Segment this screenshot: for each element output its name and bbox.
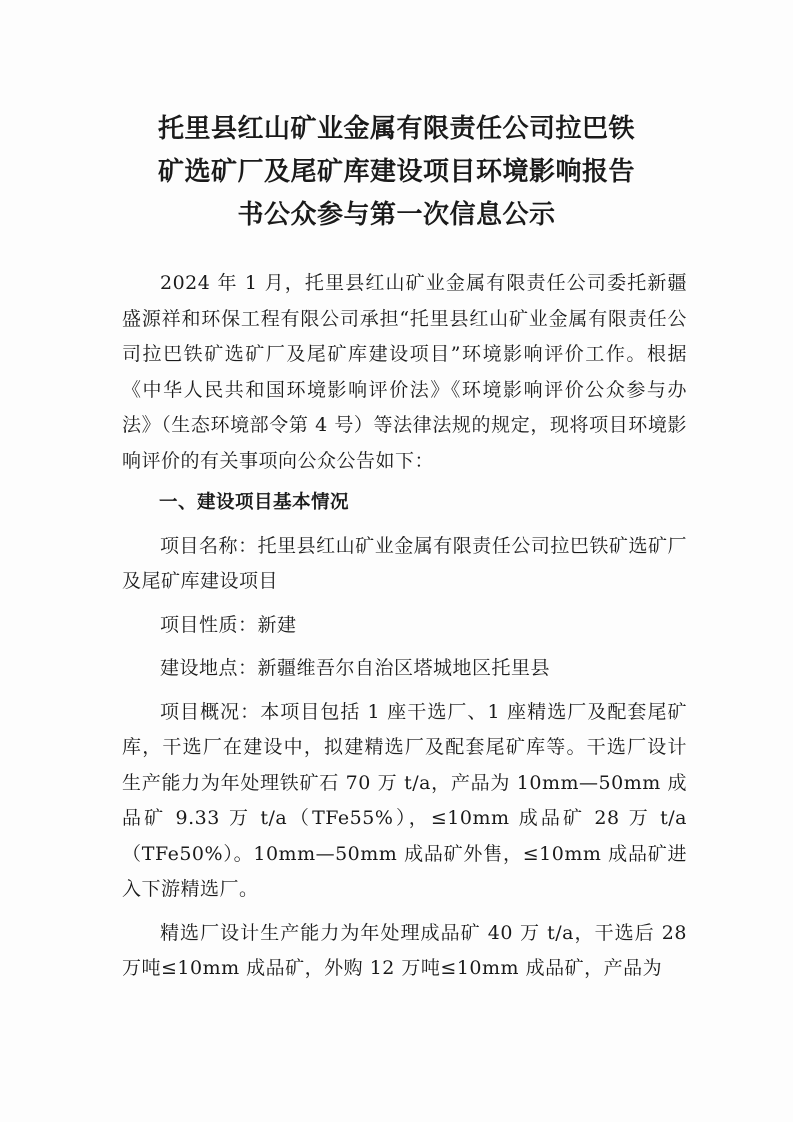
location-paragraph: 建设地点：新疆维吾尔自治区塔城地区托里县 <box>160 657 551 679</box>
overview-paragraph: 项目概况：本项目包括 1 座干选厂、1 座精选厂及配套尾矿库，干选厂在建设中，拟建精选厂及配套尾矿库等。干选厂设计生产能力为年处理铁矿石 70 万 t/a，产品为 10mm—50mm 成品矿 9.33 万 t/a（TFe55%），≤10mm 成品矿 28 万 t/a（TFe50%）。10mm—50mm 成品矿外售，≤10mm 成品矿进入下游精选厂。 <box>122 700 687 900</box>
document-title <box>100 108 693 237</box>
title-line-1: 托里县红山矿业金属有限责任公司拉巴铁 <box>157 114 635 144</box>
title-line-3: 书公众参与第一次信息公示 <box>237 200 556 230</box>
title-line-2: 矿选矿厂及尾矿库建设项目环境影响报告 <box>157 157 635 187</box>
project-nature-paragraph: 项目性质：新建 <box>160 613 297 636</box>
section-heading-basic-info: 一、建设项目基本情况 <box>159 492 350 513</box>
intro-paragraph: 2024 年 1 月，托里县红山矿业金属有限责任公司委托新疆盛源祥和环保工程有限公司承担“托里县红山矿业金属有限责任公司拉巴铁矿选矿厂及尾矿库建设项目”环境影响评价工作。根据《中华人民共和国环境影响评价法》《环境影响评价公众参与办法》（生态环境部令第 4 号）等法律法规的规定，现将项目环境影响评价的有关事项向公众公告如下： <box>122 272 687 472</box>
refining-paragraph: 精选厂设计生产能力为年处理成品矿 40 万 t/a，干选后 28 万吨≤10mm 成品矿，外购 12 万吨≤10mm 成品矿，产品为 <box>122 921 687 979</box>
document-body <box>122 266 687 995</box>
project-name-paragraph: 项目名称：托里县红山矿业金属有限责任公司拉巴铁矿选矿厂及尾矿库建设项目 <box>122 534 687 592</box>
